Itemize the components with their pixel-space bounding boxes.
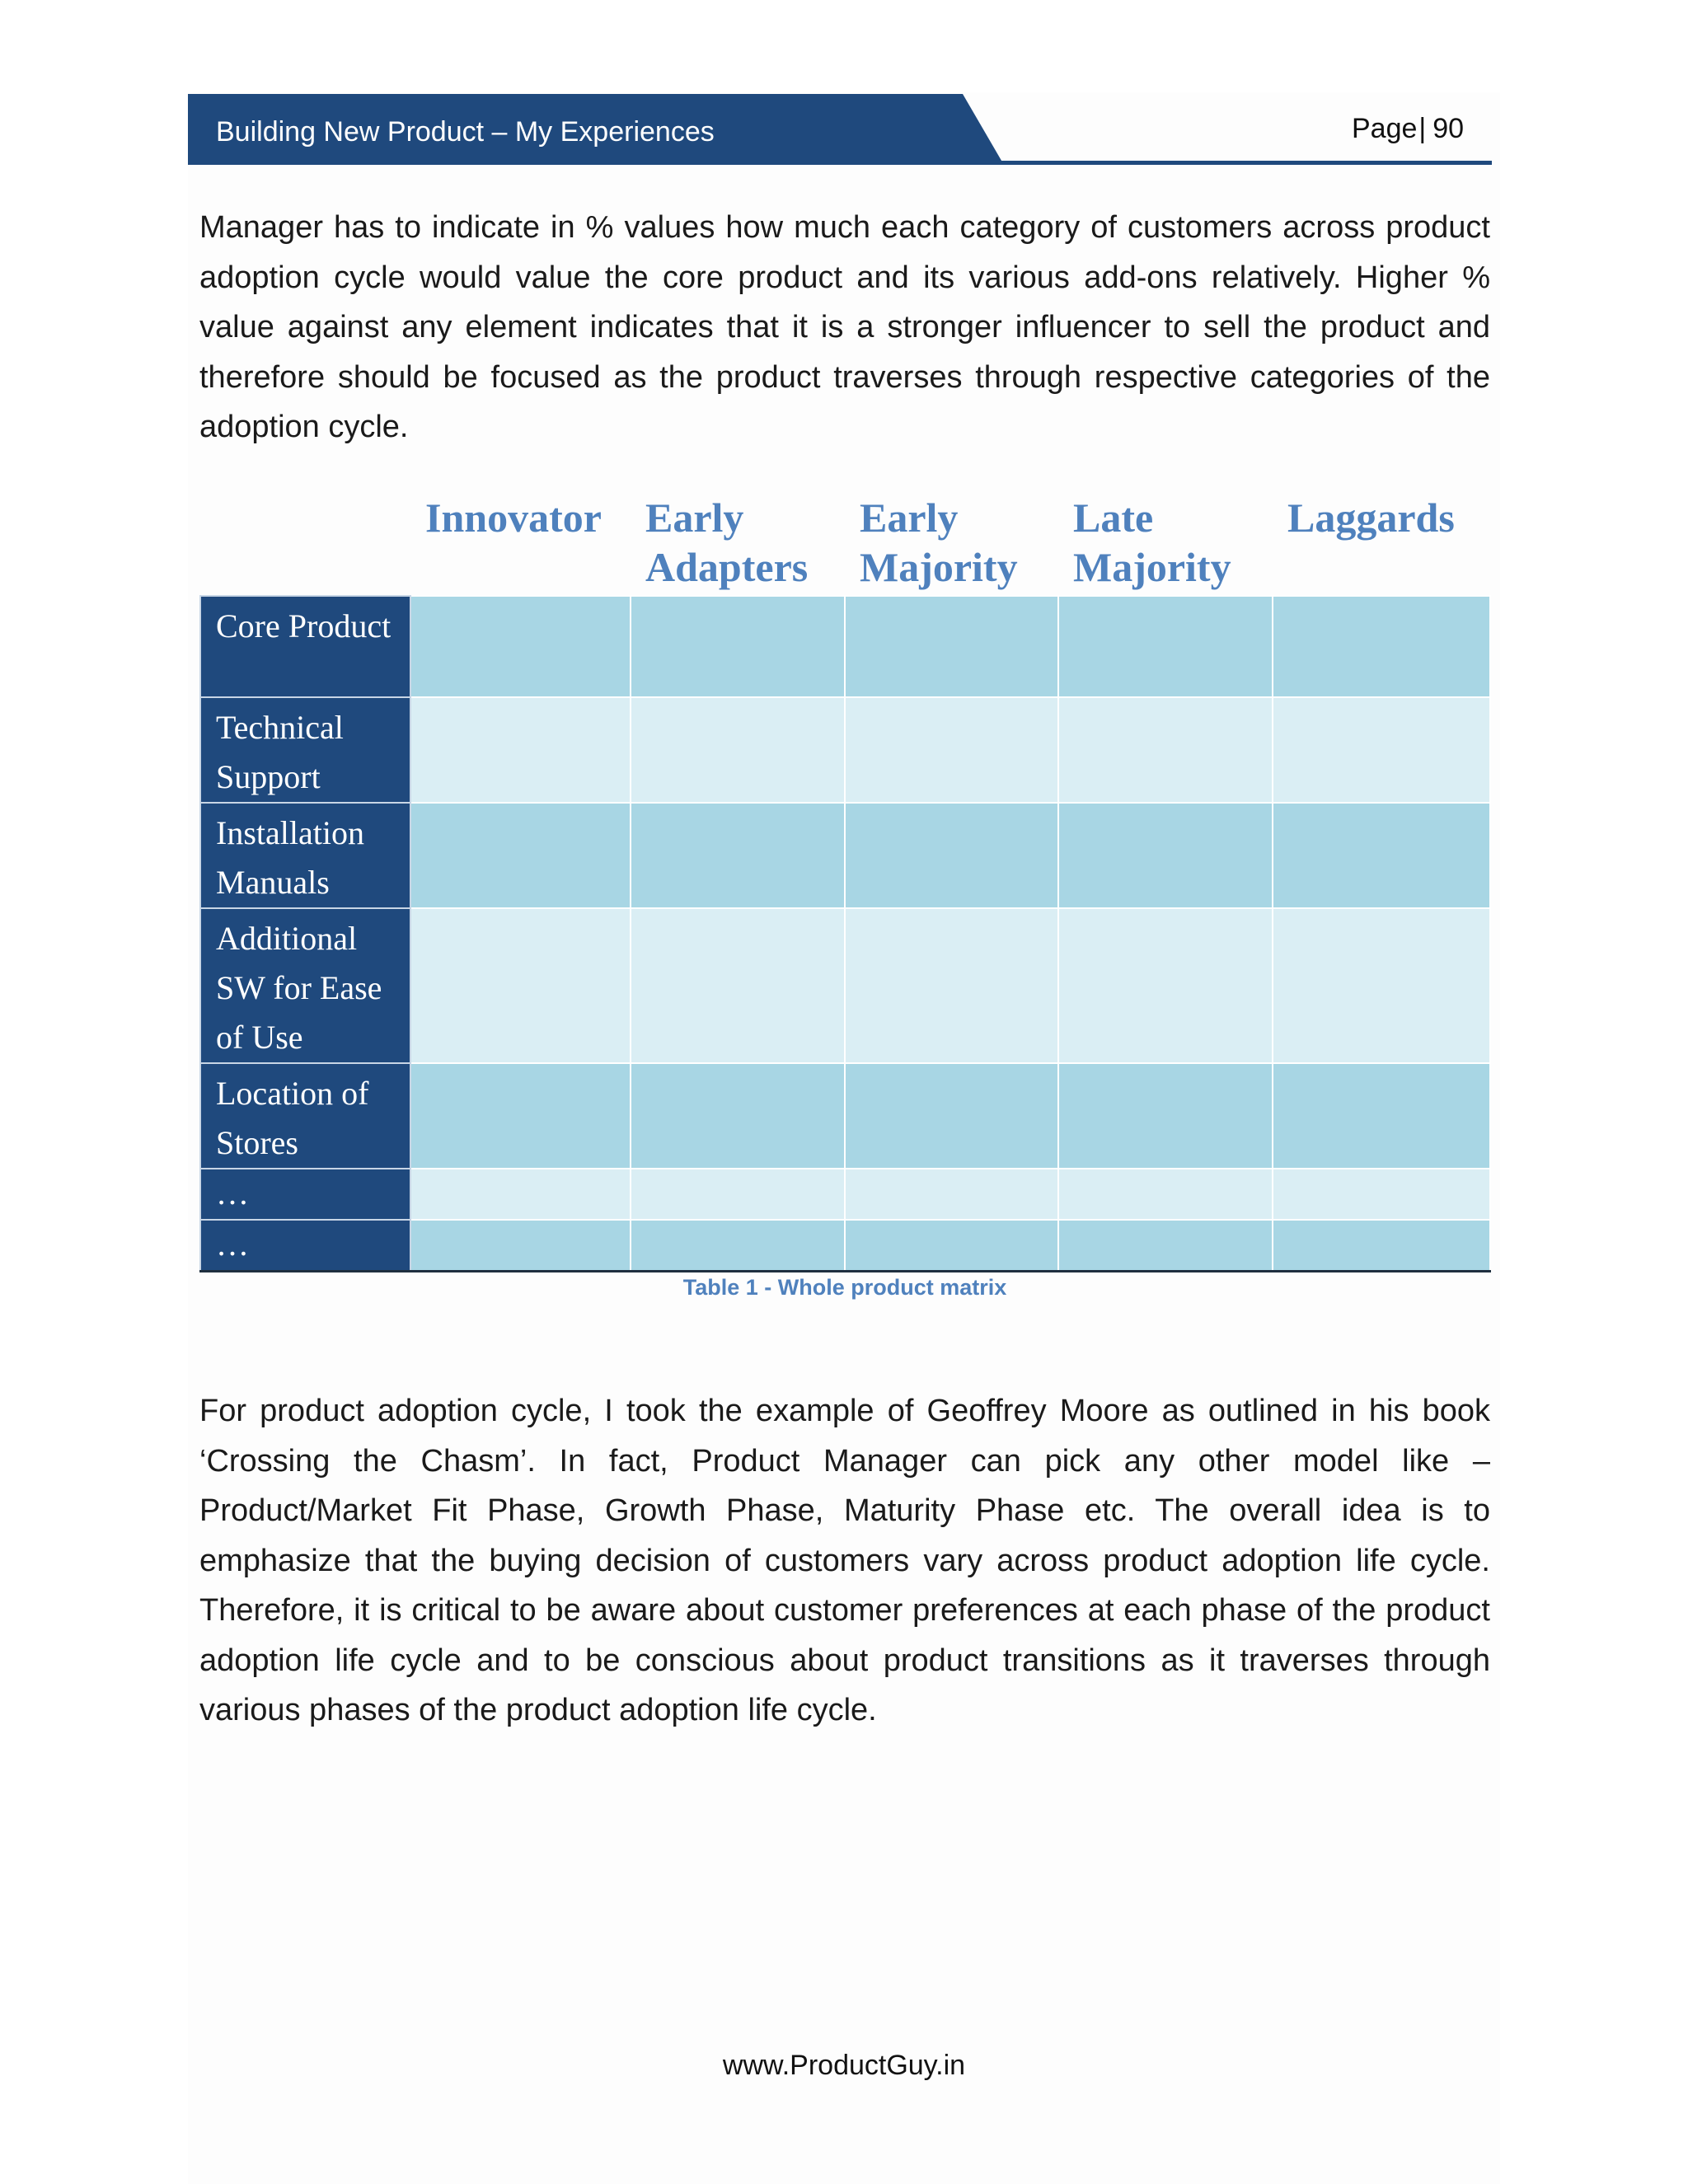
table-cell	[1058, 1220, 1273, 1271]
table-cell	[1058, 803, 1273, 908]
whole-product-matrix	[199, 493, 1491, 1272]
table-cell	[631, 1220, 845, 1271]
table-cell	[1273, 596, 1490, 697]
table-cell	[410, 803, 631, 908]
table-cell	[631, 596, 845, 697]
header-rule	[1001, 161, 1492, 165]
table-cell	[631, 697, 845, 803]
table-cell	[1273, 803, 1490, 908]
column-header-late-majority: Late Majority	[1073, 494, 1231, 590]
header-title: Building New Product – My Experiences	[216, 116, 715, 148]
table-row	[200, 1220, 1490, 1271]
table-cell	[845, 1063, 1058, 1169]
table-cell	[845, 803, 1058, 908]
table-cell	[1273, 1169, 1490, 1220]
row-header-ellipsis-1: …	[200, 1169, 410, 1220]
page-label: Page	[1352, 113, 1418, 144]
table-cell	[845, 908, 1058, 1063]
table-row	[200, 1169, 1490, 1220]
table-cell	[1273, 1063, 1490, 1169]
table-cell	[1273, 1220, 1490, 1271]
column-header-laggards: Laggards	[1287, 494, 1455, 541]
table-cell	[631, 908, 845, 1063]
table-cell	[631, 803, 845, 908]
table-cell	[410, 1169, 631, 1220]
table-cell	[1273, 697, 1490, 803]
table-row	[200, 697, 1490, 803]
row-header-technical-support: Technical Support	[200, 697, 410, 803]
table-cell	[845, 596, 1058, 697]
page-separator: |	[1418, 113, 1427, 144]
table-cell	[1058, 596, 1273, 697]
table-cell	[410, 1220, 631, 1271]
table-cell	[631, 1063, 845, 1169]
page-number: 90	[1432, 113, 1465, 144]
table-row	[200, 908, 1490, 1063]
table-cell	[845, 697, 1058, 803]
row-header-additional-sw: Additional SW for Ease of Use	[200, 908, 410, 1063]
table-cell	[410, 908, 631, 1063]
body-paragraph-2: For product adoption cycle, I took the example of Geoffrey Moore as outlined in his book ‘Crossing the Chasm’. In fact, Product Manager can pick any other model like – Product/Market Fit Phase, Growth Phase, Maturity Phase etc. The overall idea is to emphasize that the buying decision of customers vary across product adoption life cycle. Therefore, it is critical to be aware about customer preferences at each phase of the product adoption life cycle and to be conscious about product transitions as it traverses through various phases of the product adoption life cycle.	[199, 1394, 1490, 1727]
column-header-innovator: Innovator	[425, 494, 602, 541]
table-cell	[1273, 908, 1490, 1063]
table-cell	[1058, 1063, 1273, 1169]
corner-cell	[200, 493, 410, 596]
footer-url: www.ProductGuy.in	[722, 2050, 966, 2081]
table-cell	[631, 1169, 845, 1220]
table-cell	[845, 1169, 1058, 1220]
row-header-ellipsis-2: …	[200, 1220, 410, 1271]
table-row	[200, 1063, 1490, 1169]
table-caption: Table 1 - Whole product matrix	[682, 1275, 1007, 1300]
table-cell	[410, 1063, 631, 1169]
table-cell	[1058, 1169, 1273, 1220]
table-row	[200, 596, 1490, 697]
column-header-early-majority: Early Majority	[860, 494, 1018, 590]
table-row	[200, 803, 1490, 908]
page-number-label	[1352, 110, 1464, 147]
row-header-core-product: Core Product	[200, 596, 410, 697]
row-header-installation-manuals: Installation Manuals	[200, 803, 410, 908]
table-cell	[1058, 908, 1273, 1063]
table-cell	[1058, 697, 1273, 803]
table-cell	[410, 697, 631, 803]
column-header-early-adapters: Early Adapters	[645, 494, 809, 590]
table-cell	[410, 596, 631, 697]
body-paragraph-1: Manager has to indicate in % values how much each category of customers across product adoption cycle would value the core product and its various add-ons relatively. Higher % value against any element indicates that it is a stronger influencer to sell the product and therefore should be focused as the product traverses through respective categories of the adoption cycle.	[199, 210, 1490, 444]
row-header-location-of-stores: Location of Stores	[200, 1063, 410, 1169]
table-cell	[845, 1220, 1058, 1271]
